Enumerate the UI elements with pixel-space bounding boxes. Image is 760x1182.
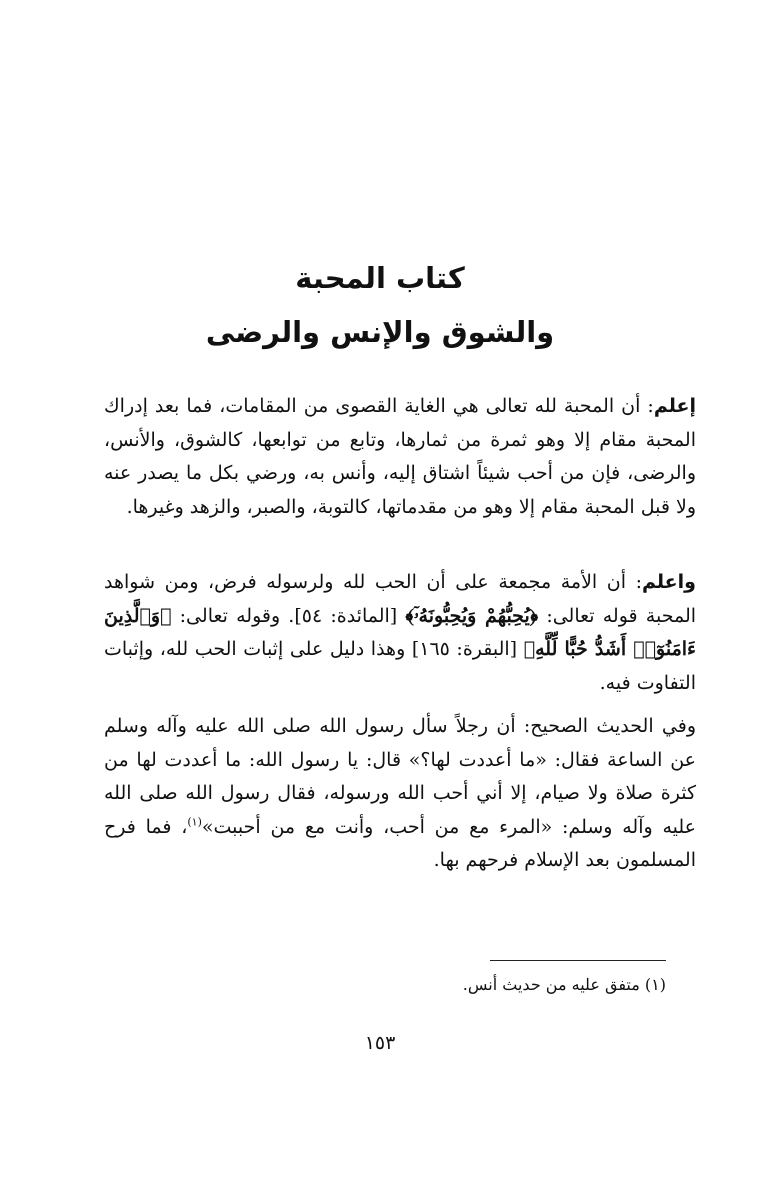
paragraph-lead-word: إعلم	[653, 395, 696, 417]
paragraph-text: وفي الحديث الصحيح: أن رجلاً سأل رسول الله صلى الله عليه وآله وسلم عن الساعة فقال: «ما أعددت لها؟» قال: يا رسول الله: ما أعددت لها من كثرة صلاة ولا صيام، إلا أني أحب الله ورسوله، فقال رسول الله صلى الله عليه وآله وسلم: «المرء مع من أحب، وأنت مع من أحببت»	[104, 715, 696, 838]
paragraph-text: ، فما فرح المسلمون بعد الإسلام فرحهم بها.	[104, 815, 696, 871]
paragraph-text: [البقرة: ١٦٥] وهذا دليل على إثبات الحب لله، وإثبات التفاوت فيه.	[104, 638, 696, 694]
chapter-subtitle: والشوق والإنس والرضى	[205, 315, 555, 349]
paragraph-1	[104, 390, 720, 524]
paragraph-lead-word: واعلم	[642, 571, 696, 593]
paragraph-text: [المائدة: ٥٤]. وقوله تعالى:	[171, 604, 406, 627]
paragraph-text: : أن الأمة مجمعة على أن الحب لله ولرسوله فرض، ومن شواهد المحبة قوله تعالى:	[104, 571, 697, 627]
footnote	[106, 972, 666, 998]
chapter-title: كتاب المحبة	[295, 261, 465, 295]
footnote-marker: (١)	[644, 975, 666, 994]
footnote-divider	[490, 960, 666, 961]
quran-verse-1: ﴿يُحِبُّهُمْ وَيُحِبُّونَهُۥٓ﴾	[405, 604, 539, 627]
paragraph-text: : أن المحبة لله تعالى هي الغاية القصوى من المقامات، فما بعد إدراك المحبة مقام إلا وهو ثمرة من ثمارها، وتابع من توابعها، كالشوق، والأنس، والرضى، فإن من أحب شيئاً اشتاق إليه، وأنس به، ورضي بكل ما يصدر عنه ولا قبل المحبة مقام إلا وهو من مقدماتها، كالتوبة، والصبر، والزهد وغيرها.	[104, 395, 696, 518]
paragraph-3	[104, 710, 720, 878]
page-number: ١٥٣	[364, 1032, 396, 1054]
quran-verse-2: ﴿وَٱلَّذِينَ ءَامَنُوٓا۟ أَشَدُّ حُبًّا لِّلَّهِ﴾	[104, 604, 696, 660]
footnote-reference[interactable]: (١)	[187, 815, 202, 829]
paragraph-2	[104, 566, 720, 700]
footnote-text: متفق عليه من حديث أنس.	[462, 975, 640, 994]
